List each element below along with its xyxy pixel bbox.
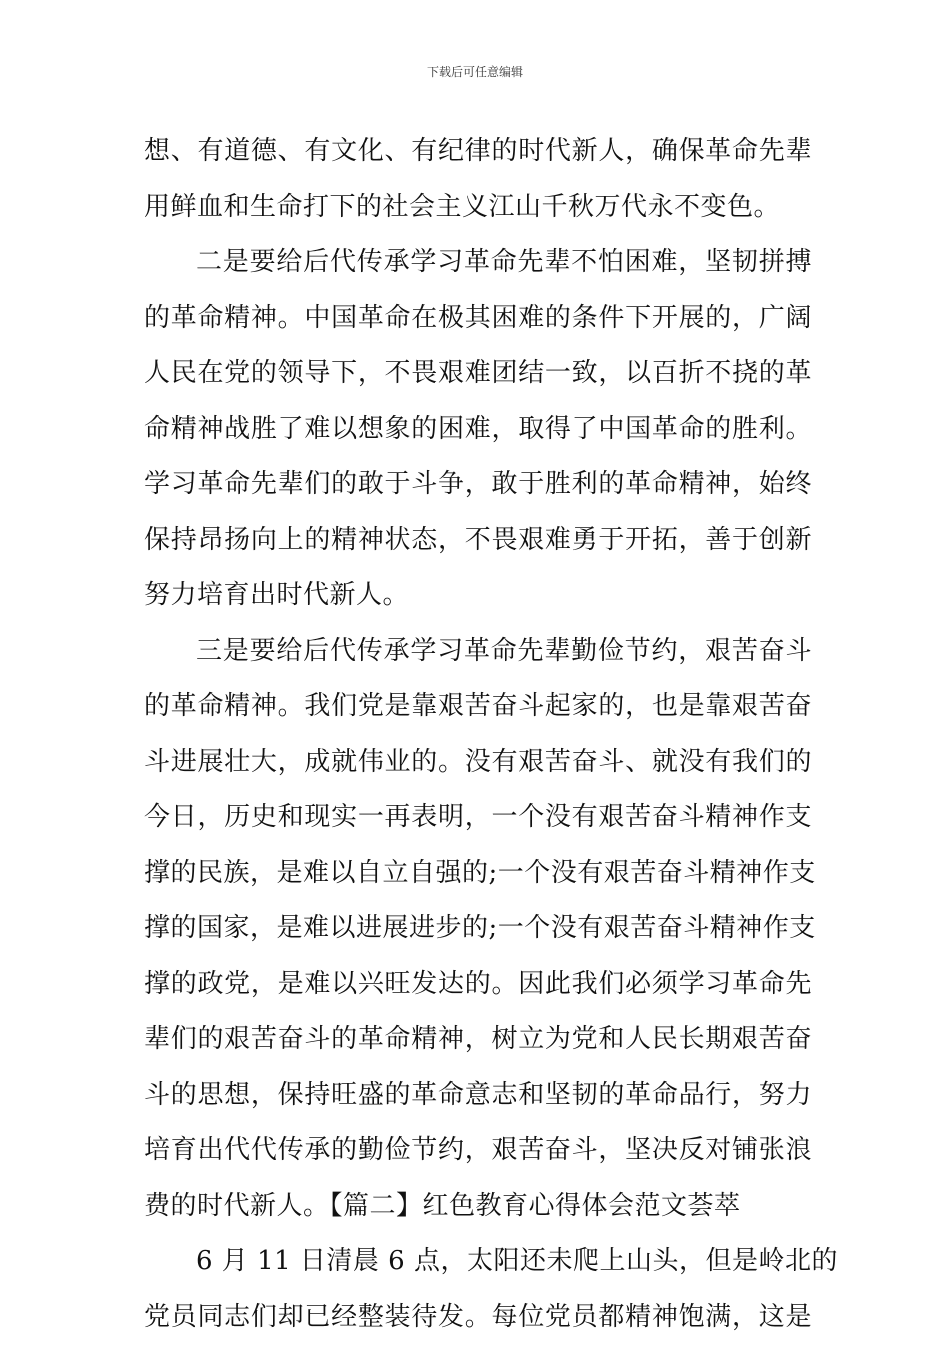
paragraph-first-line: 二是要给后代传承学习革命先辈不怕困难，坚韧拼搏	[144, 235, 812, 291]
text-line: 培育出代代传承的勤俭节约，艰苦奋斗，坚决反对铺张浪	[144, 1123, 812, 1179]
text-line: 的革命精神。中国革命在极其困难的条件下开展的，广阔	[144, 291, 812, 347]
text-line: 努力培育出时代新人。	[144, 568, 812, 624]
text-line: 命精神战胜了难以想象的困难，取得了中国革命的胜利。	[144, 402, 812, 458]
text-line: 撑的国家，是难以进展进步的;一个没有艰苦奋斗精神作支	[144, 901, 812, 957]
text-line: 人民在党的领导下，不畏艰难团结一致，以百折不挠的革	[144, 346, 812, 402]
text-line: 的革命精神。我们党是靠艰苦奋斗起家的，也是靠艰苦奋	[144, 679, 812, 735]
paragraph-first-line: 6 月 11 日清晨 6 点，太阳还未爬上山头，但是岭北的	[144, 1234, 812, 1290]
text-line: 学习革命先辈们的敢于斗争，敢于胜利的革命精神，始终	[144, 457, 812, 513]
page-header: 下载后可任意编辑	[0, 64, 950, 80]
text-line: 撑的民族，是难以自立自强的;一个没有艰苦奋斗精神作支	[144, 846, 812, 902]
text-line: 费的时代新人。【篇二】红色教育心得体会范文荟萃	[144, 1179, 812, 1235]
text-line: 今日，历史和现实一再表明，一个没有艰苦奋斗精神作支	[144, 790, 812, 846]
text-line: 党员同志们却已经整装待发。每位党员都精神饱满，这是	[144, 1290, 812, 1345]
text-line: 斗的思想，保持旺盛的革命意志和坚韧的革命品行，努力	[144, 1068, 812, 1124]
text-line: 用鲜血和生命打下的社会主义江山千秋万代永不变色。	[144, 180, 812, 236]
text-line: 辈们的艰苦奋斗的革命精神，树立为党和人民长期艰苦奋	[144, 1012, 812, 1068]
document-body	[144, 124, 812, 1345]
text-line: 想、有道德、有文化、有纪律的时代新人，确保革命先辈	[144, 124, 812, 180]
text-line: 撑的政党，是难以兴旺发达的。因此我们必须学习革命先	[144, 957, 812, 1013]
text-line: 斗进展壮大，成就伟业的。没有艰苦奋斗、就没有我们的	[144, 735, 812, 791]
text-line: 保持昂扬向上的精神状态，不畏艰难勇于开拓，善于创新	[144, 513, 812, 569]
paragraph-first-line: 三是要给后代传承学习革命先辈勤俭节约，艰苦奋斗	[144, 624, 812, 680]
